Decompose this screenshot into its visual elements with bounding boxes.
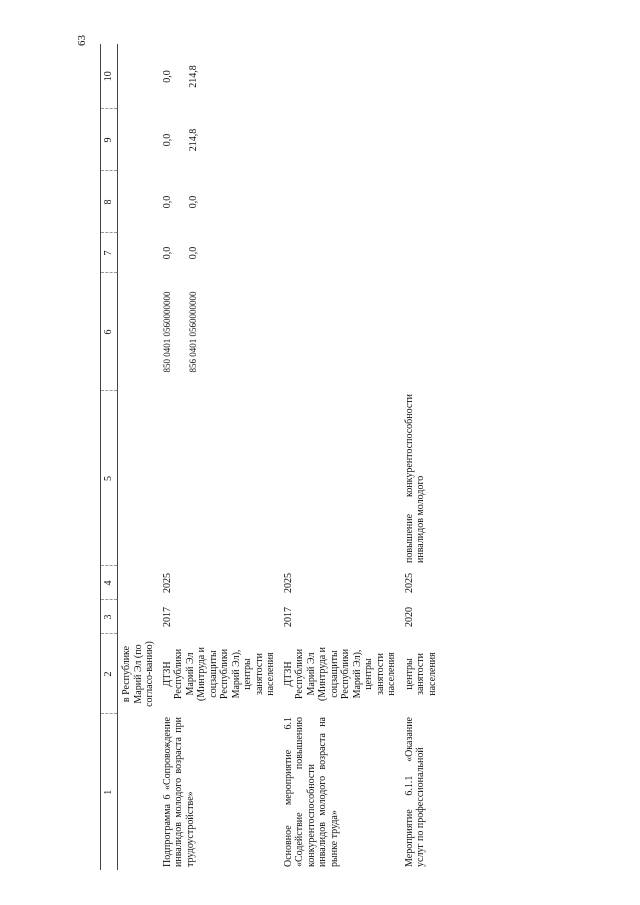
expected-result	[159, 391, 280, 566]
amount-col8: 0,0	[161, 195, 173, 209]
executor: ДТЗН Республики Марий Эл (Минтруда и соцзащиты Республики Марий Эл), центры занятости населения	[282, 646, 397, 702]
amount-col8: 0,0	[187, 195, 199, 209]
table-row	[118, 44, 159, 870]
column-number: 1	[101, 714, 118, 870]
subprogram-name: Подпрограмма 6 «Сопровождение инвалидов молодого возраста при трудоустройстве»	[161, 717, 196, 867]
executor: ДТЗН Республики Марий Эл (Минтруда и соцзащиты Республики Марий Эл), центры занятости населения	[161, 646, 276, 702]
start-year: 2017	[282, 607, 294, 627]
amount-col9: 0,0	[161, 133, 173, 147]
end-year: 2025	[403, 573, 415, 593]
budget-code: 856 0401 0560000000	[187, 291, 198, 373]
column-number: 2	[101, 634, 118, 714]
column-number: 9	[101, 109, 118, 171]
page-number: 63	[76, 35, 88, 46]
table-row	[401, 44, 442, 870]
activity-name: Мероприятие 6.1.1 «Оказание услуг по профессиональной	[403, 717, 426, 867]
end-year: 2025	[161, 573, 173, 593]
amount-col10: 0,0	[161, 70, 173, 83]
column-number: 6	[101, 273, 118, 391]
executor-continuation: в Республике Марий Эл (по согласо-ванию)	[121, 641, 155, 707]
column-number: 7	[101, 233, 118, 273]
start-year: 2017	[161, 607, 173, 627]
program-table	[100, 44, 600, 870]
column-number-row	[101, 44, 118, 870]
amount-col7: 0,0	[187, 246, 199, 260]
column-number: 4	[101, 566, 118, 600]
column-number: 5	[101, 391, 118, 566]
amount-col9: 214,8	[187, 128, 199, 152]
expected-result	[280, 391, 401, 566]
table-row	[159, 44, 280, 870]
amount-col7: 0,0	[161, 246, 173, 260]
executor: центры занятости населения	[403, 652, 438, 696]
table-row	[280, 44, 401, 870]
budget-code: 850 0401 0560000000	[161, 291, 172, 373]
end-year: 2025	[282, 573, 294, 593]
start-year: 2020	[403, 607, 415, 627]
column-number: 8	[101, 171, 118, 233]
column-number: 3	[101, 600, 118, 634]
column-number: 10	[101, 44, 118, 109]
amount-col10: 214,8	[187, 65, 199, 88]
expected-result: повышение конкурентоспособности инвалидов молодого	[403, 394, 426, 563]
main-activity-name: Основное мероприятие 6.1 «Содействие повышению конкурентоспособности инвалидов молодого возраста на рынке труда»	[282, 717, 340, 867]
